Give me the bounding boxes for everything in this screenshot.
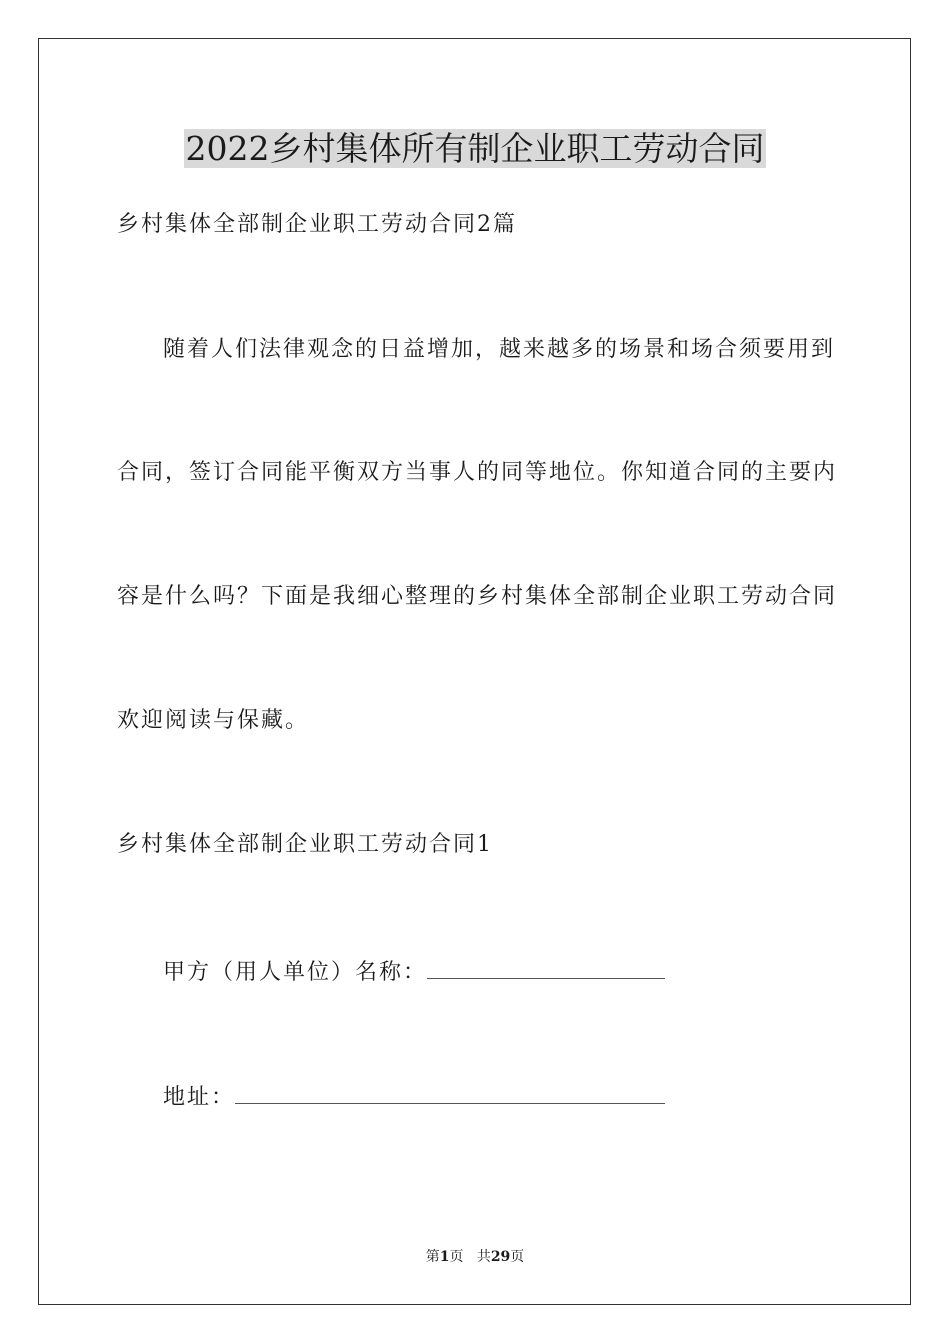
party-a-name-field — [163, 956, 665, 988]
page-prefix: 第 — [425, 1249, 440, 1265]
paragraph-line-3: 容是什么吗？下面是我细心整理的乡村集体全部制企业职工劳动合同 — [117, 584, 838, 609]
address-field — [163, 1081, 665, 1113]
address-blank — [235, 1081, 665, 1104]
total-suffix: 页 — [510, 1249, 525, 1265]
page-footer — [0, 1247, 950, 1267]
paragraph-line-2: 合同，签订合同能平衡双方当事人的同等地位。你知道合同的主要内 — [117, 460, 838, 485]
page-number: 1 — [439, 1249, 450, 1265]
document-title — [0, 127, 950, 171]
paragraph-line-1: 随着人们法律观念的日益增加，越来越多的场景和场合须要用到 — [163, 337, 836, 362]
party-a-name-label: 甲方（用人单位）名称： — [163, 960, 428, 985]
section-heading: 乡村集体全部制企业职工劳动合同1 — [117, 832, 493, 857]
total-pages: 29 — [490, 1249, 511, 1265]
address-label: 地址： — [163, 1085, 236, 1110]
document-title-text: 2022乡村集体所有制企业职工劳动合同 — [185, 129, 765, 168]
document-subtitle: 乡村集体全部制企业职工劳动合同2篇 — [117, 212, 517, 237]
paragraph-line-4: 欢迎阅读与保藏。 — [117, 708, 310, 733]
total-prefix: 共 — [476, 1249, 491, 1265]
page-suffix: 页 — [449, 1249, 464, 1265]
party-a-name-blank — [427, 956, 665, 979]
